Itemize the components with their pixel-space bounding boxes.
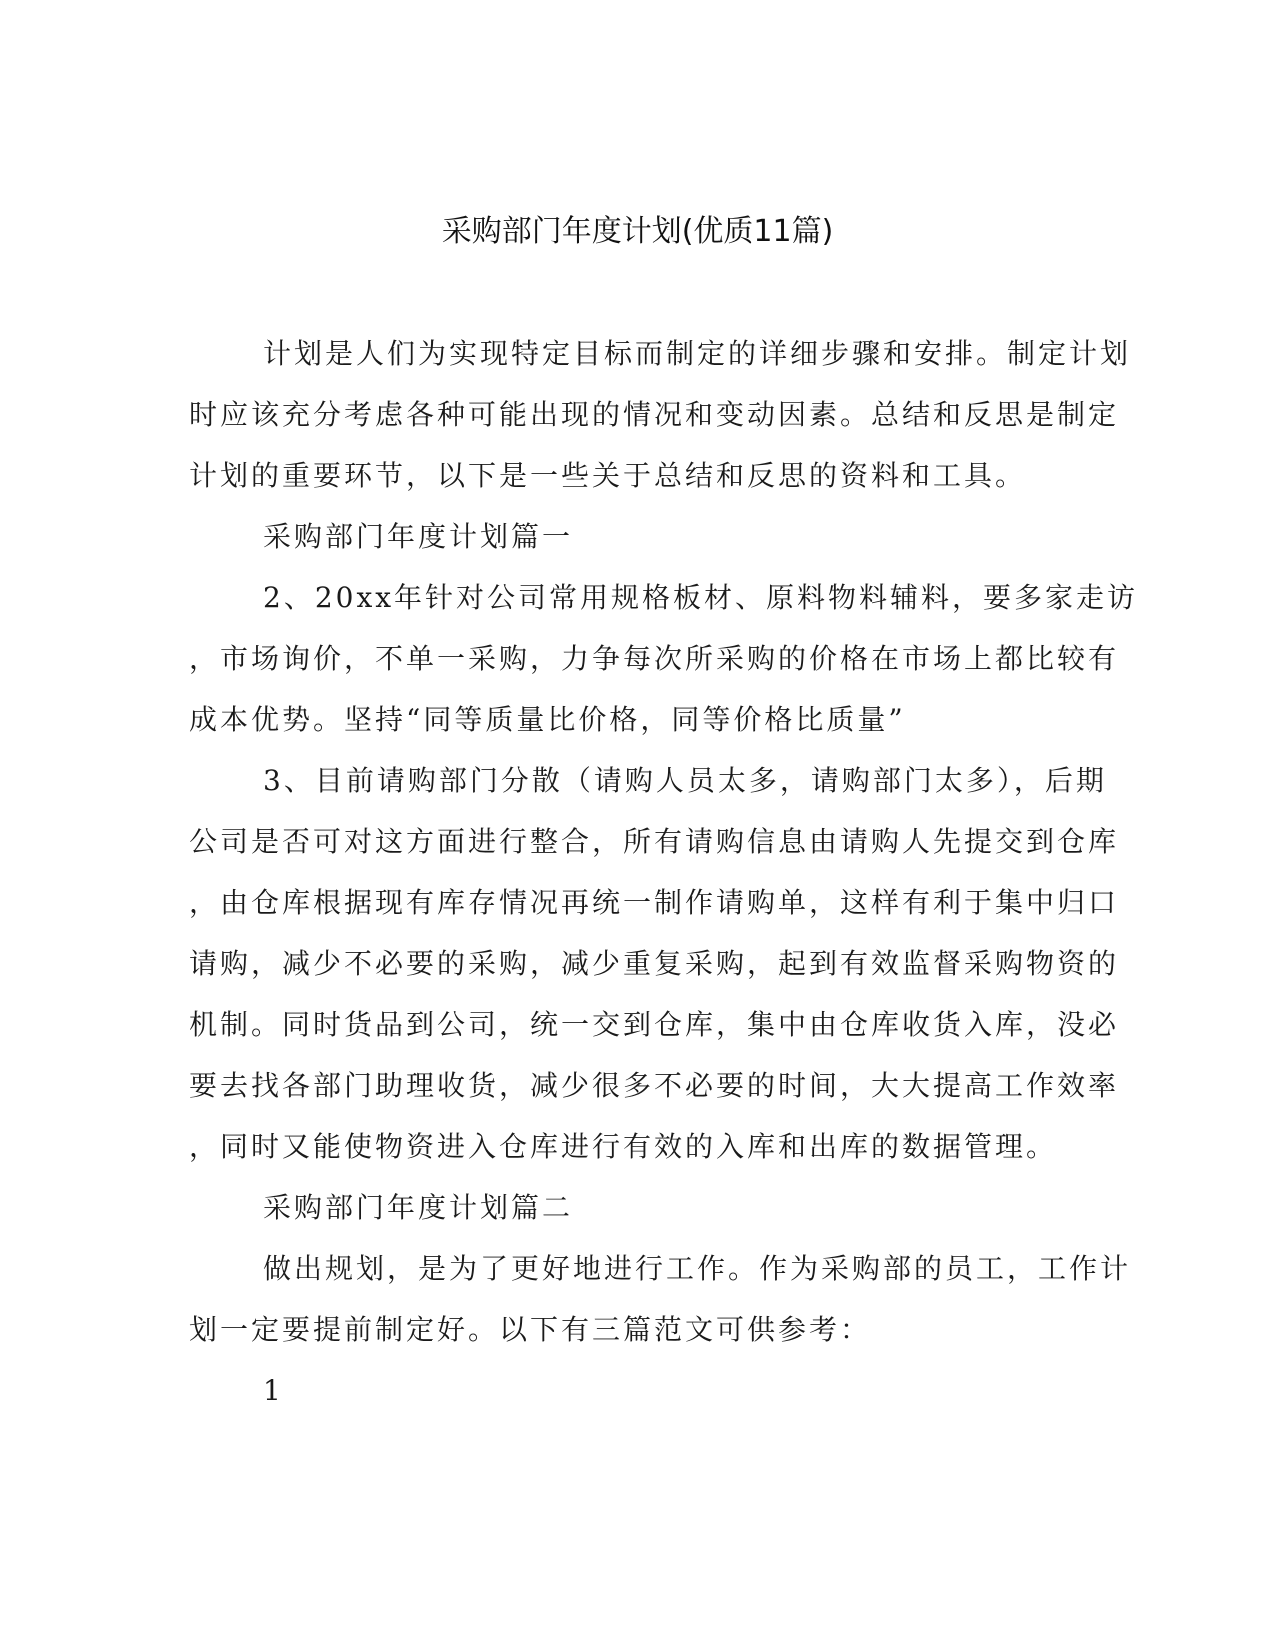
paragraph-line: ，同时又能使物资进入仓库进行有效的入库和出库的数据管理。 — [189, 1130, 1058, 1163]
list-number: 1 — [263, 1374, 284, 1407]
paragraph-line: 请购，减少不必要的采购，减少重复采购，起到有效监督采购物资的 — [189, 947, 1120, 980]
paragraph-line: 计划的重要环节，以下是一些关于总结和反思的资料和工具。 — [189, 459, 1027, 492]
section-heading: 采购部门年度计划篇二 — [263, 1191, 574, 1224]
paragraph-line: 机制。同时货品到公司，统一交到仓库，集中由仓库收货入库，没必 — [189, 1008, 1120, 1041]
paragraph-line: ，由仓库根据现有库存情况再统一制作请购单，这样有利于集中归口 — [189, 886, 1120, 919]
document-title: 采购部门年度计划(优质11篇) — [441, 214, 834, 249]
paragraph-line: 划一定要提前制定好。以下有三篇范文可供参考： — [189, 1313, 872, 1346]
paragraph-line: 公司是否可对这方面进行整合，所有请购信息由请购人先提交到仓库 — [189, 825, 1120, 858]
paragraph-line: 2、20xx年针对公司常用规格板材、原料物料辅料，要多家走访 — [263, 581, 1139, 614]
paragraph-line: 要去找各部门助理收货，减少很多不必要的时间，大大提高工作效率 — [189, 1069, 1120, 1102]
paragraph-line: 计划是人们为实现特定目标而制定的详细步骤和安排。制定计划 — [263, 337, 1132, 370]
paragraph-line: 3、目前请购部门分散（请购人员太多，请购部门太多），后期 — [263, 764, 1107, 797]
paragraph-line: 做出规划，是为了更好地进行工作。作为采购部的员工，工作计 — [263, 1252, 1132, 1285]
paragraph-line: 成本优势。坚持“同等质量比价格，同等价格比质量” — [189, 703, 906, 736]
paragraph-line: ，市场询价，不单一采购，力争每次所采购的价格在市场上都比较有 — [189, 642, 1120, 675]
section-heading: 采购部门年度计划篇一 — [263, 520, 574, 553]
paragraph-line: 时应该充分考虑各种可能出现的情况和变动因素。总结和反思是制定 — [189, 398, 1120, 431]
document-body — [189, 336, 1139, 1434]
